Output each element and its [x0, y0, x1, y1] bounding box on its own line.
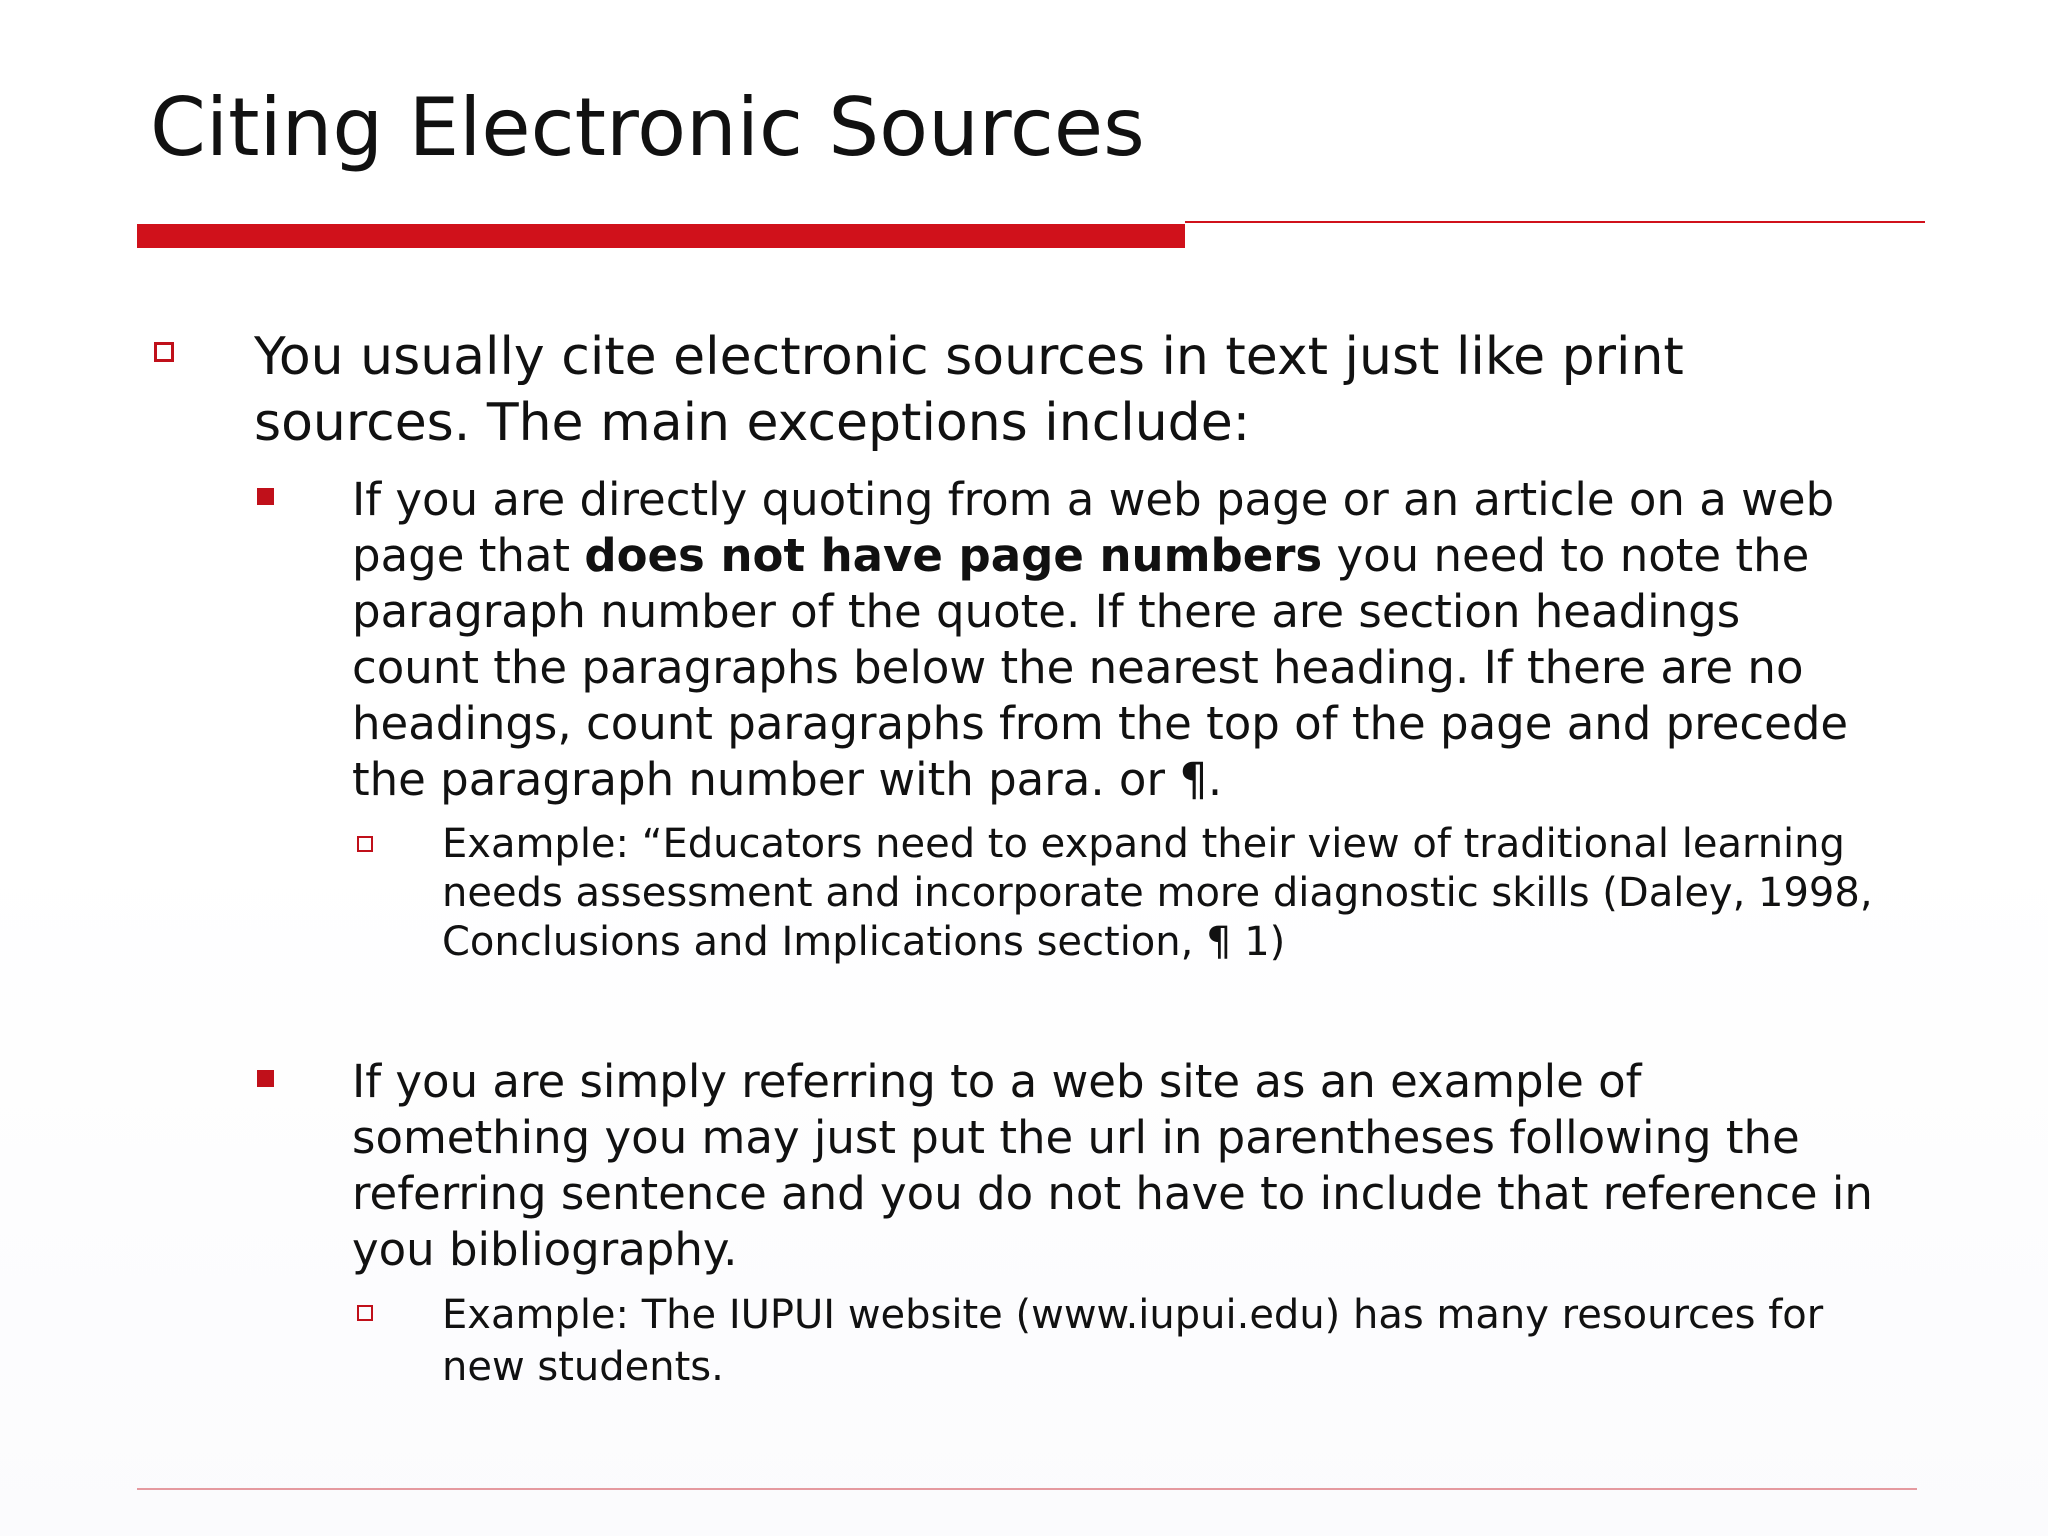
sub-bullet-line: the paragraph number with para. or ¶.	[352, 753, 1223, 806]
emphasis-text: does not have page numbers	[584, 529, 1323, 582]
slide-title: Citing Electronic Sources	[150, 81, 1145, 174]
sub-bullet-referring-website	[352, 1054, 1873, 1278]
sub-bullet-line: headings, count paragraphs from the top of the page and precede	[352, 697, 1849, 750]
example-iupui-website	[442, 1289, 1823, 1393]
title-underline-thick	[137, 224, 1185, 248]
solid-square-bullet-icon	[257, 1070, 274, 1087]
example-line: Example: The IUPUI website (www.iupui.edu) has many resources for	[442, 1292, 1824, 1338]
sub-bullet-line: count the paragraphs below the nearest heading. If there are no	[352, 641, 1804, 694]
sub-bullet-line: paragraph number of the quote. If there are section headings	[352, 585, 1741, 638]
sub-bullet-line: you bibliography.	[352, 1223, 738, 1276]
sub-bullet-text: you need to note the	[1322, 529, 1810, 582]
bullet-line: You usually cite electronic sources in text just like print	[254, 327, 1684, 387]
sub-bullet-line	[352, 528, 1848, 584]
sub-bullet-line: something you may just put the url in parentheses following the	[352, 1111, 1800, 1164]
example-line: new students.	[442, 1344, 724, 1390]
example-line: Conclusions and Implications section, ¶ 1)	[442, 919, 1286, 965]
title-underline-thin	[1185, 221, 1925, 223]
example-line: needs assessment and incorporate more diagnostic skills (Daley, 1998,	[442, 870, 1873, 916]
footer-divider	[137, 1488, 1917, 1490]
hollow-square-bullet-icon	[357, 836, 373, 852]
hollow-square-bullet-icon	[154, 342, 174, 362]
example-daley-quote	[442, 820, 1873, 967]
hollow-square-bullet-icon	[357, 1305, 373, 1321]
sub-bullet-line: referring sentence and you do not have to include that reference in	[352, 1167, 1873, 1220]
sub-bullet-line: If you are directly quoting from a web page or an article on a web	[352, 473, 1835, 526]
sub-bullet-direct-quote	[352, 472, 1848, 808]
sub-bullet-line: If you are simply referring to a web site as an example of	[352, 1055, 1642, 1108]
bullet-main-exceptions	[254, 324, 1684, 456]
sub-bullet-text: page that	[352, 529, 585, 582]
solid-square-bullet-icon	[257, 488, 274, 505]
bullet-line: sources. The main exceptions include:	[254, 393, 1251, 453]
example-line: Example: “Educators need to expand their view of traditional learning	[442, 821, 1845, 867]
